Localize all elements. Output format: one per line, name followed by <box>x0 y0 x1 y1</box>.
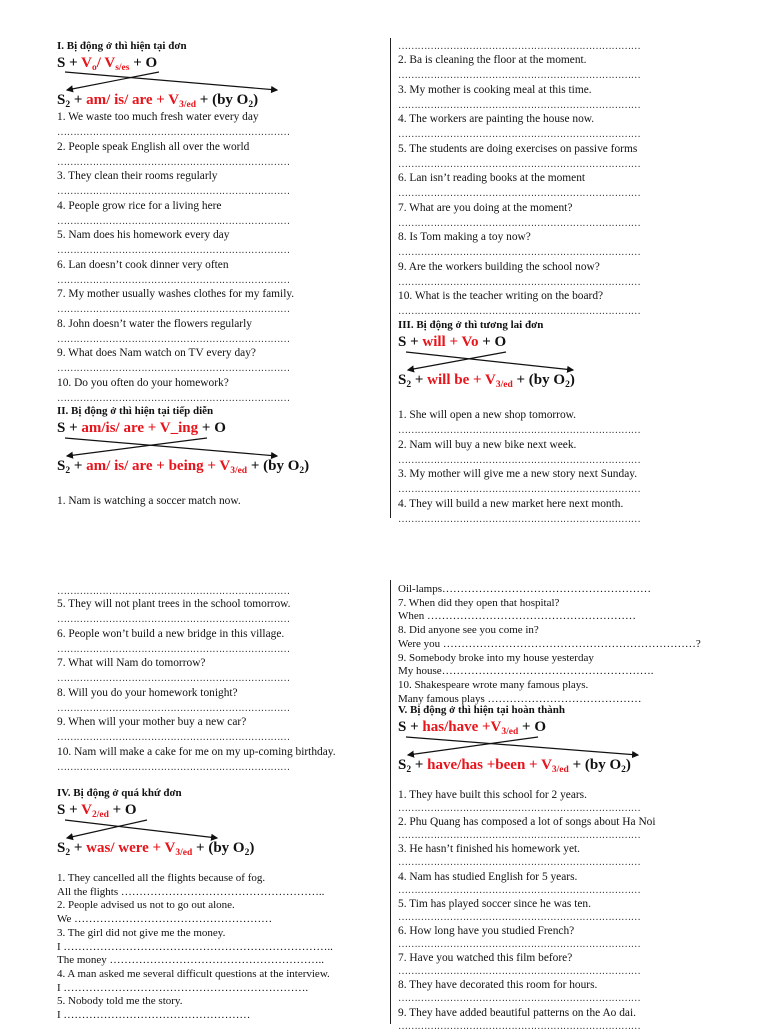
answer-line: ………………………………………………………………… <box>398 70 641 81</box>
answer-line: ………………………………………………………………… <box>398 966 641 978</box>
answer-line: ……………………………………………………………… <box>57 304 290 315</box>
section-5-item-4: 4. Nam has studied English for 5 years. <box>398 870 578 883</box>
answer-line: ………………………………………………………………… <box>398 425 641 436</box>
section-3-arrows <box>398 350 638 372</box>
section-1-item-2: 2. People speak English all over the world <box>57 140 250 153</box>
answer-line: ………………………………………………………………… <box>398 247 641 258</box>
section-2-item-7: 8. Is Tom making a toy now? <box>398 231 531 243</box>
section-1-item-8: 8. John doesn’t water the flowers regularly <box>57 317 252 330</box>
answer-line: ………………………………………………………………… <box>398 129 641 140</box>
section-4-line-b-8: 10. Shakespeare wrote many famous plays. <box>398 678 589 691</box>
section-4-arrows <box>57 818 297 840</box>
section-1-heading: I. Bị động ở thì hiện tại đơn <box>57 40 187 52</box>
answer-line: ………………………………………………………………… <box>398 830 641 842</box>
answer-line: ………………………………………………………………… <box>398 217 641 229</box>
section-4-active-formula: $S + V_{2/ed} + O$ <box>57 802 137 820</box>
section-4-line-b-9: Many famous plays …………………………………… <box>398 692 642 705</box>
answer-line: ………………………………………………………………… <box>398 306 641 317</box>
section-3-item-2: 2. Nam will buy a new bike next week. <box>398 438 577 451</box>
section-4-line-b-7: My house…………………………………………………. <box>398 665 654 678</box>
section-2-item-1: 2. Ba is cleaning the floor at the moment. <box>398 54 587 66</box>
section-4-line-8: 4. A man asked me several difficult questions at the interview. <box>57 967 330 980</box>
answer-line: ………………………………………………………………… <box>398 188 641 199</box>
section-1-arrows <box>57 70 297 92</box>
answer-line: ………………………………………………………………… <box>398 454 641 466</box>
answer-line: ……………………………………………………………… <box>57 673 290 684</box>
section-5-arrows <box>398 735 658 757</box>
answer-line: ……………………………………………………………… <box>57 215 290 227</box>
section-3-active-formula: S + will + Vo + O <box>398 334 507 350</box>
answer-line: ……………………………………………………………… <box>57 761 290 773</box>
section-3-passive-formula: $S_2$ + will be + $V_{3/ed} + (by$ $O_2$) <box>398 372 575 390</box>
answer-line: ……………………………………………………………… <box>57 245 290 256</box>
answer-line: ……………………………………………………………… <box>57 127 290 138</box>
section-2-item-9: 10. What is the teacher writing on the board? <box>398 290 604 302</box>
section-4-line-4: We ……………………………………………… <box>57 913 273 926</box>
section-1-active-formula: $S + V_o/$ $V_{s/es} + O$ <box>57 55 158 73</box>
section-1-item-6: 6. Lan doesn’t cook dinner very often <box>57 258 229 271</box>
section-5-active-formula: S + has/have $+V_{3/ed} + O$ <box>398 719 546 737</box>
answer-line: ………………………………………………………………… <box>398 911 641 923</box>
answer-line: ……………………………………………………………… <box>57 643 290 655</box>
section-4-line-9: I …………………………………………………………. <box>57 981 309 994</box>
section-2-item-8: 9. Are the workers building the school now? <box>398 260 600 273</box>
answer-line: ……………………………………………………………… <box>57 614 290 625</box>
section-4-line-3: 2. People advised us not to go out alone. <box>57 899 235 912</box>
section-3-item-b-2: 6. People won’t build a new bridge in this village. <box>57 627 285 640</box>
column-divider-bottom <box>390 580 391 1024</box>
section-4-passive-formula: $S_2 + was/$ were + $V_{3/ed} + (by$ $O_2$) <box>57 840 255 858</box>
answer-line: ………………………………………………………………… <box>398 484 641 495</box>
answer-line: ……………………………………………………………… <box>57 156 290 168</box>
section-3-item-b-3: 7. What will Nam do tomorrow? <box>57 657 206 669</box>
section-2-heading: II. Bị động ở thì hiện tại tiếp diễn <box>57 405 214 417</box>
section-2-item-4: 5. The students are doing exercises on passive forms <box>398 142 638 155</box>
section-3-item-1: 1. She will open a new shop tomorrow. <box>398 409 577 421</box>
answer-line: ………………………………………………………………… <box>398 41 641 52</box>
section-1-item-4: 4. People grow rice for a living here <box>57 199 222 212</box>
section-3-item-4: 4. They will build a new market here next month. <box>398 497 624 510</box>
section-4-line-5: 3. The girl did not give me the money. <box>57 926 226 939</box>
answer-line: ………………………………………………………………… <box>398 993 641 1005</box>
section-5-heading: V. Bị động ở thì hiện tại hoàn thành <box>398 704 565 716</box>
section-4-line-1: 1. They cancelled all the flights because of fog. <box>57 872 266 884</box>
section-2-item-2: 3. My mother is cooking meal at this time. <box>398 83 592 96</box>
section-2-active-formula: S + am/is/ are + V_ing + O <box>57 420 226 436</box>
section-2-passive-formula: $S_2 + am/$ is/ are + being + $V_{3/ed} + (by$ $O_2$) <box>57 458 310 476</box>
section-3-item-b-5: 9. When will your mother buy a new car? <box>57 716 247 728</box>
section-3-item-b-1: 5. They will not plant trees in the school tomorrow. <box>57 598 291 610</box>
section-4-line-11: I …………………………………………… <box>57 1009 251 1021</box>
answer-line: ………………………………………………………………… <box>398 884 641 896</box>
section-1-item-10: 10. Do you often do your homework? <box>57 376 229 389</box>
section-5-item-3: 3. He hasn’t finished his homework yet. <box>398 843 581 856</box>
answer-line: ………………………………………………………………… <box>398 857 641 869</box>
section-2-item-1: 1. Nam is watching a soccer match now. <box>57 495 241 507</box>
answer-line: ……………………………………………………………… <box>57 186 290 197</box>
section-2-item-6: 7. What are you doing at the moment? <box>398 201 573 214</box>
answer-line: ………………………………………………………………… <box>398 158 641 170</box>
section-1-passive-formula: $S_2 + am/$ is/ are + $V_{3/ed} + (by$ $O_2$) <box>57 92 259 110</box>
section-4-line-2: All the flights ……………………………………………….. <box>57 885 325 898</box>
section-5-item-8: 8. They have decorated this room for hours. <box>398 979 598 992</box>
section-5-passive-formula: $S_2$ + have/has +been + $V_{3/ed} + (by$ $O_2$) <box>398 757 631 775</box>
section-5-item-1: 1. They have built this school for 2 years. <box>398 789 587 801</box>
section-1-item-9: 9. What does Nam watch on TV every day? <box>57 347 256 359</box>
section-4-line-b-2: 7. When did they open that hospital? <box>398 596 560 609</box>
section-3-heading: III. Bị động ở thì tương lai đơn <box>398 319 544 331</box>
answer-line: ……………………………………………………………… <box>57 274 290 286</box>
section-4-line-b-4: 8. Did anyone see you come in? <box>398 624 539 637</box>
section-4-line-10: 5. Nobody told me the story. <box>57 995 183 1008</box>
section-4-line-b-5: Were you ……………………………………………………………? <box>398 637 701 650</box>
answer-line: ……………………………………………………………… <box>57 333 290 345</box>
section-5-item-5: 5. Tim has played soccer since he was ten. <box>398 897 591 910</box>
answer-line: ……………………………………………………………… <box>57 363 290 374</box>
section-5-item-9: 9. They have added beautiful patterns on the Ao dai. <box>398 1006 636 1019</box>
section-4-line-7: The money ………………………………………………….. <box>57 954 325 967</box>
section-5-item-2: 2. Phu Quang has composed a lot of songs about Ha Noi <box>398 816 656 829</box>
section-3-item-3: 3. My mother will give me a new story next Sunday. <box>398 468 638 480</box>
section-5-item-7: 7. Have you watched this film before? <box>398 952 573 965</box>
section-2-item-5: 6. Lan isn’t reading books at the moment <box>398 172 586 184</box>
section-4-heading: IV. Bị động ở quá khứ đơn <box>57 787 182 799</box>
section-5-item-6: 6. How long have you studied French? <box>398 925 575 937</box>
section-4-line-6: I ……………………………………………………………….. <box>57 940 333 953</box>
section-1-item-5: 5. Nam does his homework every day <box>57 229 230 241</box>
answer-line: ………………………………………………………………… <box>398 276 641 288</box>
answer-line: ………………………………………………………………… <box>398 99 641 111</box>
section-1-item-1: 1. We waste too much fresh water every day <box>57 111 259 123</box>
answer-line: ……………………………………………………………… <box>57 586 290 597</box>
section-2-arrows <box>57 436 297 458</box>
section-4-line-b-1: Oil-lamps………………………………………………… <box>398 583 651 595</box>
answer-line: ………………………………………………………………… <box>398 1020 641 1032</box>
answer-line: ………………………………………………………………… <box>398 513 641 525</box>
answer-line: ……………………………………………………………… <box>57 392 290 404</box>
section-1-item-7: 7. My mother usually washes clothes for my family. <box>57 288 295 300</box>
section-4-line-b-6: 9. Somebody broke into my house yesterday <box>398 651 594 664</box>
section-3-item-b-4: 8. Will you do your homework tonight? <box>57 686 238 699</box>
column-divider-top <box>390 38 391 518</box>
answer-line: ………………………………………………………………… <box>398 939 641 950</box>
section-4-line-b-3: When ………………………………………………… <box>398 610 637 623</box>
answer-line: ……………………………………………………………… <box>57 702 290 714</box>
answer-line: ……………………………………………………………… <box>57 732 290 743</box>
section-1-item-3: 3. They clean their rooms regularly <box>57 170 218 182</box>
section-3-item-b-6: 10. Nam will make a cake for me on my up-coming birthday. <box>57 745 336 758</box>
answer-line: ………………………………………………………………… <box>398 803 641 814</box>
section-2-item-3: 4. The workers are painting the house now. <box>398 113 595 125</box>
